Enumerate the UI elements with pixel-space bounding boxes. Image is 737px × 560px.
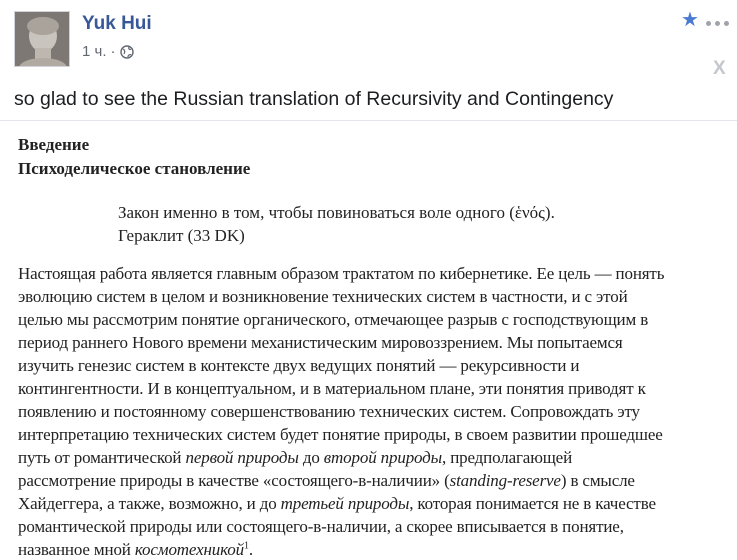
- globe-icon[interactable]: [120, 45, 134, 59]
- body-line: изучить генезис систем в контексте двух ведущих понятий — рекурсивности и: [18, 356, 580, 375]
- meta-separator: ·: [110, 43, 116, 60]
- body-line: Хайдеггера, а также, возможно, и до третьей природы, которая понимается не в качестве: [18, 494, 656, 513]
- body-line: названное мной космотехникой$^1$.: [18, 540, 253, 559]
- post-meta: [82, 43, 134, 60]
- author-name[interactable]: Yuk Hui: [82, 13, 152, 34]
- attached-book-page-image[interactable]: [0, 120, 737, 559]
- body-line: период раннего Нового времени механистическим мировоззрением. Мы попытаемся: [18, 333, 623, 352]
- avatar[interactable]: [14, 11, 70, 67]
- body-line: путь от романтической первой природы до второй природы, предполагающей: [18, 448, 573, 467]
- chapter-heading: Введение: [18, 135, 90, 154]
- chapter-subheading: Психоделическое становление: [18, 159, 251, 178]
- close-icon[interactable]: X: [713, 58, 726, 79]
- post-time[interactable]: 1 ч.: [82, 43, 107, 60]
- body-line: рассмотрение природы в качестве «состоящего-в-наличии» (standing-reserve) в смысле: [18, 471, 635, 490]
- body-line: романтической природы или состоящего-в-наличии, а скорее вписывается в понятие,: [18, 517, 624, 536]
- body-line: целью мы рассмотрим понятие органического, отмечающее разрыв с господствующим в: [18, 310, 649, 329]
- body-line: эволюцию систем в целом и возникновение технических систем в частности, и с этой: [18, 287, 628, 306]
- epigraph-quote: Закон именно в том, чтобы повиноваться воле одного (ἑνός).: [118, 203, 555, 222]
- star-icon[interactable]: ★: [681, 9, 699, 31]
- body-line: интерпретацию технических систем будет понятие природы, в своем развитии прошедшее: [18, 425, 663, 444]
- epigraph-source: Гераклит (33 DK): [118, 226, 245, 245]
- body-line: появлению и постоянному совершенствованию технических систем. Сопровождать эту: [18, 402, 640, 421]
- footnote-marker: 1: [244, 540, 249, 552]
- body-line: Настоящая работа является главным образом трактатом по кибернетике. Ее цель — понять: [18, 264, 665, 283]
- post-text: so glad to see the Russian translation of Recursivity and Contingency: [14, 88, 614, 110]
- body-line: контингентности. И в концептуальном, и в материальном плане, эти понятия приводят к: [18, 379, 646, 398]
- more-options-icon[interactable]: [706, 21, 729, 26]
